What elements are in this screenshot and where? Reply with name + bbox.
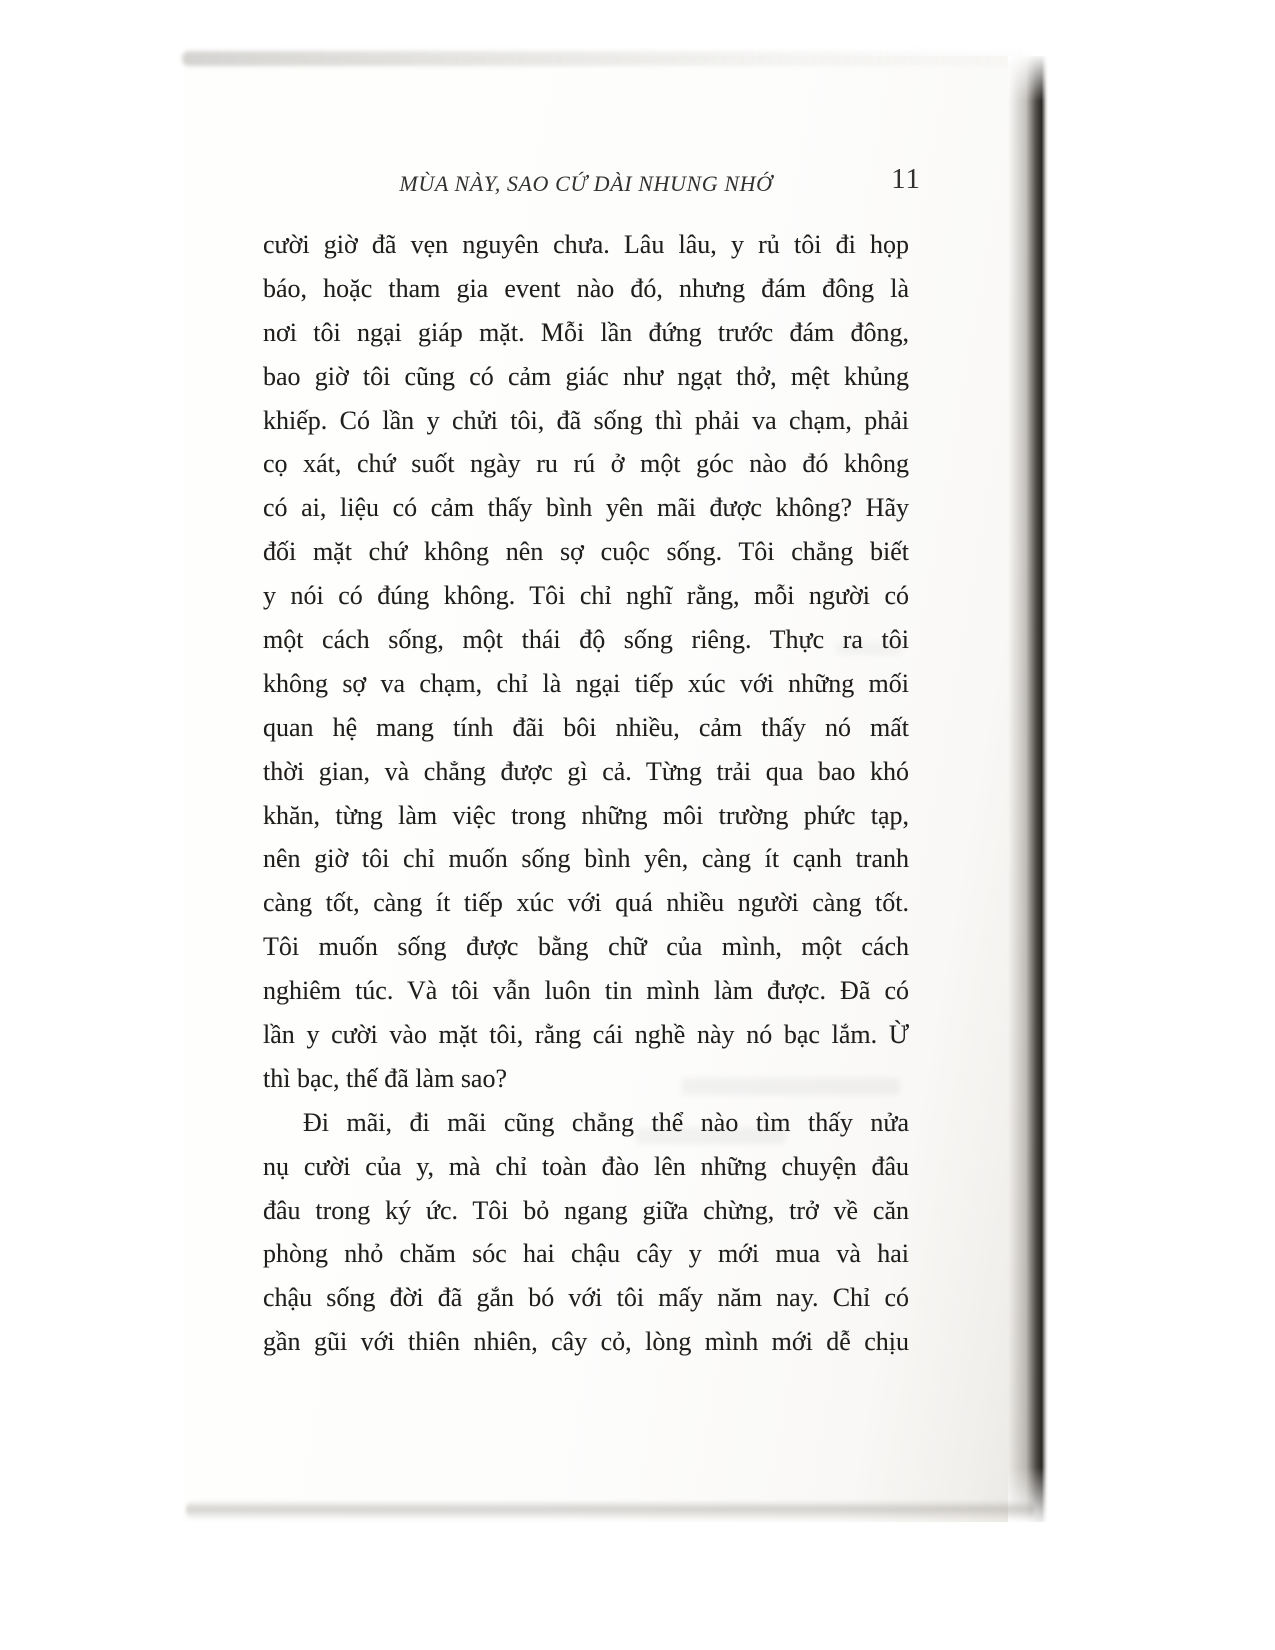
- text-line: Tôi muốn sống được bằng chữ của mình, một cách: [263, 932, 909, 962]
- text-line: chậu sống đời đã gắn bó với tôi mấy năm nay. Chỉ có: [263, 1283, 909, 1313]
- text-line: thời gian, và chẳng được gì cả. Từng trải qua bao khó: [263, 756, 909, 786]
- text-line: báo, hoặc tham gia event nào đó, nhưng đám đông là: [263, 273, 909, 303]
- text-line: nụ cười của y, mà chỉ toàn đào lên những chuyện đâu: [263, 1151, 909, 1181]
- text-line: có ai, liệu có cảm thấy bình yên mãi được không? Hãy: [263, 493, 909, 523]
- text-line: lần y cười vào mặt tôi, rằng cái nghề này nó bạc lắm. Ừ: [263, 1020, 909, 1050]
- text-line: phòng nhỏ chăm sóc hai chậu cây y mới mua và hai: [263, 1239, 909, 1269]
- running-header-title: MÙA NÀY, SAO CỨ DÀI NHUNG NHỚ: [399, 171, 773, 196]
- text-line: nên giờ tôi chỉ muốn sống bình yên, càng ít cạnh tranh: [263, 844, 909, 874]
- text-line: gần gũi với thiên nhiên, cây cỏ, lòng mình mới dễ chịu: [263, 1327, 909, 1357]
- text-line: nơi tôi ngại giáp mặt. Mỗi lần đứng trước đám đông,: [263, 317, 909, 347]
- text-line: khiếp. Có lần y chửi tôi, đã sống thì phải va chạm, phải: [263, 405, 909, 435]
- page-body-text: [263, 223, 909, 1364]
- text-line: y nói có đúng không. Tôi chỉ nghĩ rằng, mỗi người có: [263, 581, 909, 611]
- page-number: 11: [891, 163, 921, 195]
- text-line: đối mặt chứ không nên sợ cuộc sống. Tôi chẳng biết: [263, 537, 909, 567]
- text-line: đâu trong ký ức. Tôi bỏ ngang giữa chừng, trở về căn: [263, 1195, 909, 1225]
- text-line: thì bạc, thế đã làm sao?: [263, 1063, 508, 1093]
- text-line: một cách sống, một thái độ sống riêng. Thực ra tôi: [263, 625, 909, 655]
- running-header: [263, 163, 921, 208]
- text-line: Đi mãi, đi mãi cũng chẳng thể nào tìm thấy nửa: [303, 1107, 909, 1137]
- scan-bottom-edge-shadow: [186, 1500, 1034, 1520]
- text-line: không sợ va chạm, chỉ là ngại tiếp xúc với những mối: [263, 668, 909, 698]
- text-line: khăn, từng làm việc trong những môi trường phức tạp,: [263, 800, 909, 830]
- text-line: quan hệ mang tính đãi bôi nhiều, cảm thấy nó mất: [263, 712, 909, 742]
- text-line: nghiêm túc. Và tôi vẫn luôn tin mình làm được. Đã có: [263, 976, 909, 1006]
- scan-top-edge-shadow: [182, 51, 1034, 66]
- text-line: càng tốt, càng ít tiếp xúc với quá nhiều người càng tốt.: [263, 888, 909, 918]
- text-line: cười giờ đã vẹn nguyên chưa. Lâu lâu, y rủ tôi đi họp: [263, 230, 909, 259]
- text-line: cọ xát, chứ suốt ngày ru rú ở một góc nào đó không: [263, 449, 909, 479]
- text-line: bao giờ tôi cũng có cảm giác như ngạt thở, mệt khủng: [263, 361, 909, 391]
- page-edge-shadow: [1008, 56, 1048, 1522]
